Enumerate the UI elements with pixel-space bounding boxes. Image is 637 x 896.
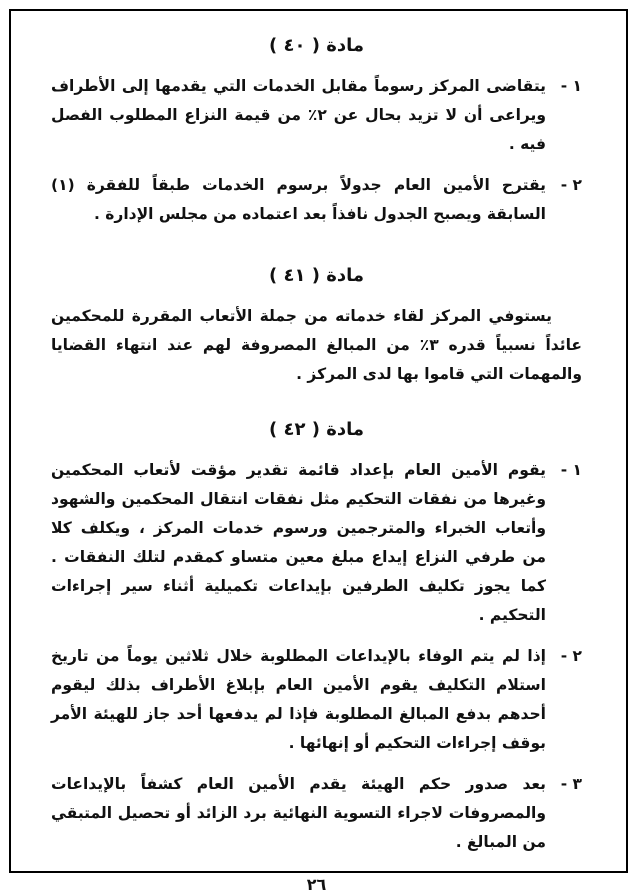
item-text: بعد صدور حكم الهيئة يقدم الأمين العام كشفاً بالإيداعات والمصروفات لاجراء التسوية النهائية برد الزائد أو تحصيل المتبقي من المبالغ .: [51, 775, 546, 851]
list-item: [51, 770, 582, 857]
item-text: يقترح الأمين العام جدولاً برسوم الخدمات طبقاً للفقرة (١) السابقة ويصبح الجدول نافذاً بعد اعتماده من مجلس الإدارة .: [51, 176, 546, 223]
list-item: [51, 642, 582, 758]
article-40-title: مادة ( ٤٠ ): [268, 35, 364, 56]
article-41: [51, 257, 582, 395]
item-marker: ١ -: [560, 77, 582, 95]
article-42-title: مادة ( ٤٢ ): [268, 419, 364, 440]
item-text: يتقاضى المركز رسوماً مقابل الخدمات التي يقدمها إلى الأطراف ويراعى أن لا تزيد بحال عن ٢٪ من قيمة النزاع المطلوب الفصل فيه .: [51, 77, 546, 153]
list-item: [51, 456, 582, 630]
page-number: ٢٦: [306, 875, 327, 894]
item-marker: ٣ -: [560, 775, 582, 793]
item-text: إذا لم يتم الوفاء بالإيداعات المطلوبة خلال ثلاثين يوماً من تاريخ استلام التكليف يقوم الأمين العام بإبلاغ الأطراف بذلك ليقوم أحدهم بدفع المبالغ المطلوبة فإذا لم يدفعها أحد جاز للهيئة الأمر بوقف إجراءات التحكيم أو إنهائها .: [51, 647, 546, 752]
page-frame: [9, 9, 628, 894]
item-marker: ٢ -: [560, 647, 582, 665]
article-41-title: مادة ( ٤١ ): [268, 265, 364, 286]
article-40: [51, 27, 582, 241]
item-text: يقوم الأمين العام بإعداد قائمة تقدير مؤقت لأتعاب المحكمين وغيرها من نفقات التحكيم مثل نفقات انتقال المحكمين والشهود وأتعاب الخبراء والمترجمين ورسوم خدمات المركز ، ويكلف كلا من طرفي النزاع إيداع مبلغ معين متساو كمقدم لتلك النفقات . كما يجوز تكليف الطرفين بإيداعات تكميلية أثناء سير إجراءات التحكيم .: [51, 461, 546, 624]
article-42: [51, 411, 582, 869]
item-marker: ٢ -: [560, 176, 582, 194]
item-marker: ١ -: [560, 461, 582, 479]
list-item: [51, 72, 582, 159]
article-paragraph: يستوفي المركز لقاء خدماته من جملة الأتعاب المقررة للمحكمين عائداً نسبياً قدره ٣٪ من المبالغ المصروفة لهم عند انتهاء القضايا والمهمات التي قاموا بها لدى المركز .: [51, 307, 582, 383]
list-item: [51, 171, 582, 229]
